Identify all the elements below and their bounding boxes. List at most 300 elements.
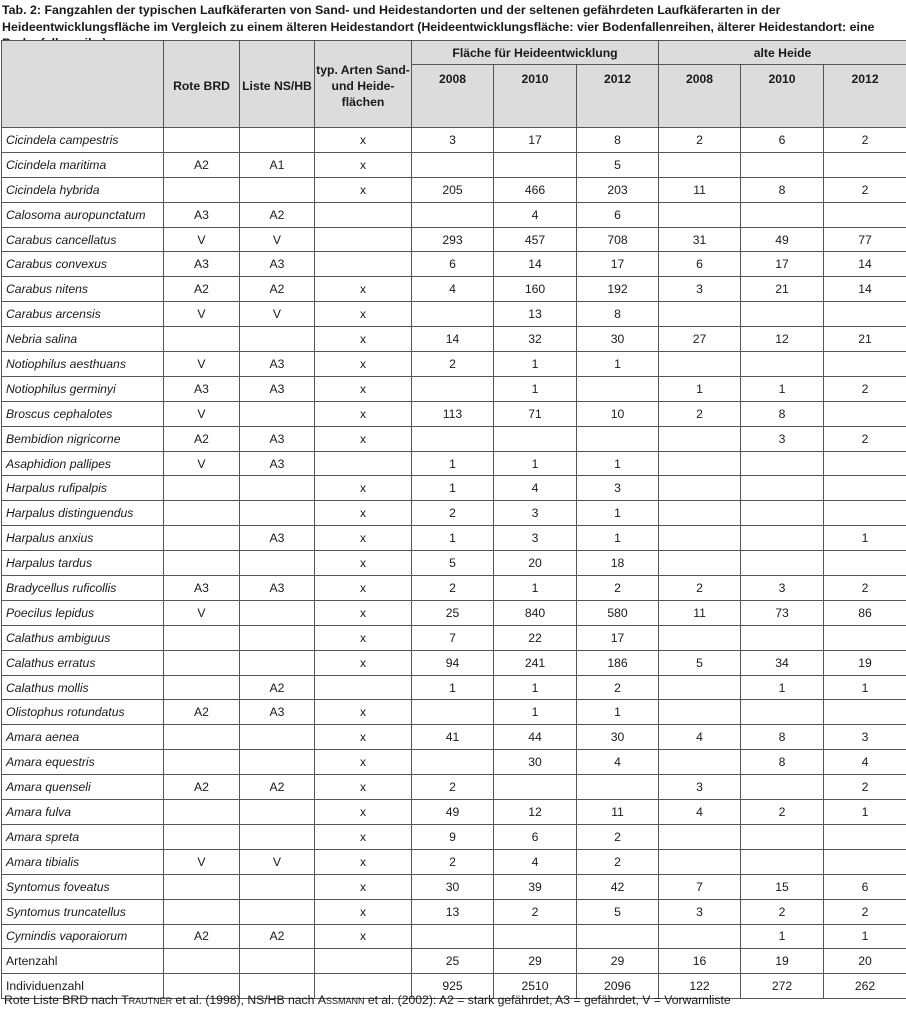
species-cell: Calathus erratus: [2, 650, 164, 675]
typ-arten-cell: x: [315, 551, 412, 576]
count-cell: 3: [494, 526, 577, 551]
count-cell: 1: [494, 352, 577, 377]
count-cell: [659, 152, 741, 177]
typ-arten-cell: x: [315, 501, 412, 526]
count-cell: 2: [412, 352, 494, 377]
count-cell: 34: [741, 650, 824, 675]
species-cell: Nebria salina: [2, 327, 164, 352]
rote-brd-cell: V: [164, 302, 240, 327]
typ-arten-cell: x: [315, 650, 412, 675]
species-cell: Asaphidion pallipes: [2, 451, 164, 476]
count-cell: 8: [741, 725, 824, 750]
count-cell: 708: [577, 227, 659, 252]
liste-nshb-cell: A3: [240, 526, 315, 551]
count-cell: 1: [412, 451, 494, 476]
species-cell: Olistophus rotundatus: [2, 700, 164, 725]
typ-arten-cell: x: [315, 824, 412, 849]
species-cell: Harpalus distinguendus: [2, 501, 164, 526]
table-row: [2, 327, 906, 352]
count-cell: [741, 700, 824, 725]
typ-arten-cell: x: [315, 600, 412, 625]
count-cell: 13: [412, 899, 494, 924]
liste-nshb-cell: A2: [240, 675, 315, 700]
count-cell: 10: [577, 401, 659, 426]
count-cell: [659, 750, 741, 775]
count-cell: 19: [824, 650, 906, 675]
liste-nshb-cell: [240, 824, 315, 849]
count-cell: 30: [577, 327, 659, 352]
table-row: [2, 700, 906, 725]
liste-nshb-cell: A3: [240, 576, 315, 601]
count-cell: 2: [741, 899, 824, 924]
header-flaeche-group: Fläche für Heideentwicklung: [412, 41, 659, 65]
count-cell: 7: [659, 874, 741, 899]
count-cell: 20: [494, 551, 577, 576]
count-cell: [494, 775, 577, 800]
liste-nshb-cell: A3: [240, 700, 315, 725]
count-cell: [824, 700, 906, 725]
species-cell: Cymindis vaporaiorum: [2, 924, 164, 949]
species-cell: Cicindela campestris: [2, 128, 164, 153]
liste-nshb-cell: [240, 874, 315, 899]
count-cell: 49: [412, 800, 494, 825]
count-cell: [659, 352, 741, 377]
typ-arten-cell: x: [315, 625, 412, 650]
liste-nshb-cell: [240, 501, 315, 526]
species-cell: Broscus cephalotes: [2, 401, 164, 426]
count-cell: [412, 750, 494, 775]
rote-brd-cell: [164, 625, 240, 650]
empty-cell: [164, 949, 240, 974]
count-cell: 2: [824, 376, 906, 401]
species-cell: Amara fulva: [2, 800, 164, 825]
table-row: [2, 725, 906, 750]
count-cell: 13: [494, 302, 577, 327]
rote-brd-cell: V: [164, 600, 240, 625]
count-cell: [412, 700, 494, 725]
count-cell: 840: [494, 600, 577, 625]
count-cell: 113: [412, 401, 494, 426]
count-cell: 1: [824, 924, 906, 949]
table-row: [2, 202, 906, 227]
count-cell: [741, 152, 824, 177]
typ-arten-cell: [315, 202, 412, 227]
typ-arten-cell: x: [315, 874, 412, 899]
count-cell: [412, 152, 494, 177]
count-cell: 2: [741, 800, 824, 825]
table-row: [2, 451, 906, 476]
typ-arten-cell: x: [315, 849, 412, 874]
rote-brd-cell: A2: [164, 924, 240, 949]
liste-nshb-cell: [240, 625, 315, 650]
liste-nshb-cell: V: [240, 227, 315, 252]
liste-nshb-cell: A3: [240, 376, 315, 401]
count-cell: 25: [412, 949, 494, 974]
typ-arten-cell: [315, 252, 412, 277]
count-cell: 1: [577, 352, 659, 377]
count-cell: 3: [824, 725, 906, 750]
summary-label-cell: Artenzahl: [2, 949, 164, 974]
count-cell: [741, 526, 824, 551]
count-cell: 6: [824, 874, 906, 899]
count-cell: 22: [494, 625, 577, 650]
rote-brd-cell: A2: [164, 775, 240, 800]
count-cell: [659, 202, 741, 227]
count-cell: [741, 501, 824, 526]
count-cell: 2096: [577, 974, 659, 999]
table-row: [2, 128, 906, 153]
count-cell: [824, 152, 906, 177]
count-cell: [659, 675, 741, 700]
typ-arten-cell: x: [315, 775, 412, 800]
table-row: [2, 600, 906, 625]
count-cell: [824, 824, 906, 849]
count-cell: 2: [659, 128, 741, 153]
count-cell: 1: [412, 526, 494, 551]
liste-nshb-cell: A2: [240, 924, 315, 949]
count-cell: 2: [412, 501, 494, 526]
count-cell: 18: [577, 551, 659, 576]
species-cell: Cicindela hybrida: [2, 177, 164, 202]
count-cell: 192: [577, 277, 659, 302]
rote-brd-cell: [164, 476, 240, 501]
count-cell: 16: [659, 949, 741, 974]
header-year: 2008: [412, 65, 494, 128]
count-cell: [412, 302, 494, 327]
count-cell: 1: [824, 675, 906, 700]
count-cell: 272: [741, 974, 824, 999]
count-cell: 1: [494, 376, 577, 401]
count-cell: [824, 302, 906, 327]
count-cell: [577, 924, 659, 949]
count-cell: 11: [577, 800, 659, 825]
count-cell: 8: [577, 128, 659, 153]
rote-brd-cell: A3: [164, 202, 240, 227]
count-cell: 41: [412, 725, 494, 750]
liste-nshb-cell: [240, 725, 315, 750]
count-cell: [741, 824, 824, 849]
typ-arten-cell: x: [315, 725, 412, 750]
empty-cell: [240, 949, 315, 974]
count-cell: 1: [494, 451, 577, 476]
count-cell: 7: [412, 625, 494, 650]
table-row: [2, 152, 906, 177]
table-row: [2, 252, 906, 277]
count-cell: [494, 426, 577, 451]
count-cell: 1: [577, 526, 659, 551]
liste-nshb-cell: A3: [240, 252, 315, 277]
count-cell: 8: [741, 750, 824, 775]
rote-brd-cell: [164, 824, 240, 849]
count-cell: 2: [824, 775, 906, 800]
count-cell: 42: [577, 874, 659, 899]
count-cell: [577, 775, 659, 800]
typ-arten-cell: [315, 675, 412, 700]
typ-arten-cell: [315, 227, 412, 252]
count-cell: [824, 625, 906, 650]
liste-nshb-cell: A3: [240, 451, 315, 476]
count-cell: [659, 302, 741, 327]
count-cell: [659, 526, 741, 551]
count-cell: 73: [741, 600, 824, 625]
table-row: [2, 302, 906, 327]
table-row: [2, 675, 906, 700]
species-cell: Amara spreta: [2, 824, 164, 849]
typ-arten-cell: x: [315, 177, 412, 202]
count-cell: 19: [741, 949, 824, 974]
rote-brd-cell: [164, 526, 240, 551]
header-year: 2008: [659, 65, 741, 128]
count-cell: 3: [659, 277, 741, 302]
count-cell: 1: [494, 700, 577, 725]
liste-nshb-cell: [240, 899, 315, 924]
header-year: 2010: [494, 65, 577, 128]
typ-arten-cell: x: [315, 800, 412, 825]
species-cell: Notiophilus germinyi: [2, 376, 164, 401]
count-cell: [494, 152, 577, 177]
count-cell: 203: [577, 177, 659, 202]
count-cell: 122: [659, 974, 741, 999]
typ-arten-cell: x: [315, 152, 412, 177]
species-cell: Calathus ambiguus: [2, 625, 164, 650]
liste-nshb-cell: V: [240, 849, 315, 874]
count-cell: 1: [741, 924, 824, 949]
count-cell: 5: [577, 899, 659, 924]
rote-brd-cell: [164, 551, 240, 576]
empty-cell: [315, 949, 412, 974]
count-cell: [824, 476, 906, 501]
header-year: 2010: [741, 65, 824, 128]
count-cell: 580: [577, 600, 659, 625]
header-species: [2, 41, 164, 128]
liste-nshb-cell: V: [240, 302, 315, 327]
count-cell: 262: [824, 974, 906, 999]
count-cell: 3: [412, 128, 494, 153]
table-row: [2, 476, 906, 501]
count-cell: 11: [659, 600, 741, 625]
footnote: [4, 993, 731, 1007]
typ-arten-cell: x: [315, 700, 412, 725]
count-cell: 1: [577, 700, 659, 725]
count-cell: 17: [741, 252, 824, 277]
count-cell: 14: [824, 252, 906, 277]
count-cell: 14: [824, 277, 906, 302]
count-cell: 1: [824, 800, 906, 825]
table-row: [2, 824, 906, 849]
rote-brd-cell: [164, 874, 240, 899]
liste-nshb-cell: A1: [240, 152, 315, 177]
rote-brd-cell: A3: [164, 576, 240, 601]
count-cell: 466: [494, 177, 577, 202]
count-cell: 4: [659, 725, 741, 750]
species-cell: Notiophilus aesthuans: [2, 352, 164, 377]
table-row: [2, 775, 906, 800]
header-year: 2012: [577, 65, 659, 128]
count-cell: 5: [577, 152, 659, 177]
count-cell: 11: [659, 177, 741, 202]
count-cell: 3: [659, 775, 741, 800]
count-cell: 4: [494, 476, 577, 501]
table-row: [2, 750, 906, 775]
count-cell: [659, 625, 741, 650]
table-row: [2, 352, 906, 377]
species-cell: Carabus nitens: [2, 277, 164, 302]
count-cell: 6: [577, 202, 659, 227]
count-cell: 32: [494, 327, 577, 352]
count-cell: 2: [412, 576, 494, 601]
table-caption: Tab. 2: Fangzahlen der typischen Laufkäferarten von Sand- und Heidestandorten und der seltenen gefährdeten Laufkäferarten in der Heideentwicklungsfläche im Vergleich zu einem älteren Heidestandort (Heideentwicklungsfläche: vier Bodenfallenreihen, älterer Heidestandort: eine: [2, 3, 875, 34]
count-cell: 4: [494, 202, 577, 227]
table-row: [2, 650, 906, 675]
rote-brd-cell: [164, 177, 240, 202]
count-cell: 6: [412, 252, 494, 277]
count-cell: 3: [494, 501, 577, 526]
count-cell: 6: [494, 824, 577, 849]
typ-arten-cell: x: [315, 376, 412, 401]
rote-brd-cell: A3: [164, 376, 240, 401]
count-cell: [659, 426, 741, 451]
typ-arten-cell: x: [315, 750, 412, 775]
species-cell: Harpalus rufipalpis: [2, 476, 164, 501]
rote-brd-cell: A2: [164, 152, 240, 177]
count-cell: 3: [741, 576, 824, 601]
count-cell: [824, 352, 906, 377]
species-cell: Harpalus anxius: [2, 526, 164, 551]
count-cell: 1: [577, 501, 659, 526]
count-cell: 1: [577, 451, 659, 476]
species-cell: Poecilus lepidus: [2, 600, 164, 625]
rote-brd-cell: V: [164, 451, 240, 476]
count-cell: 77: [824, 227, 906, 252]
count-cell: 29: [494, 949, 577, 974]
table-row: [2, 277, 906, 302]
count-cell: 4: [494, 849, 577, 874]
liste-nshb-cell: [240, 177, 315, 202]
count-cell: 71: [494, 401, 577, 426]
count-cell: 457: [494, 227, 577, 252]
footnote-text: et al. (1998), NS/HB nach: [172, 993, 318, 1007]
species-cell: Calathus mollis: [2, 675, 164, 700]
count-cell: 8: [741, 177, 824, 202]
count-cell: [412, 376, 494, 401]
typ-arten-cell: x: [315, 476, 412, 501]
count-cell: 3: [577, 476, 659, 501]
count-cell: [577, 426, 659, 451]
count-cell: 14: [494, 252, 577, 277]
count-cell: 9: [412, 824, 494, 849]
rote-brd-cell: [164, 327, 240, 352]
typ-arten-cell: x: [315, 924, 412, 949]
count-cell: 30: [577, 725, 659, 750]
footnote-author: Trautner: [121, 993, 173, 1007]
count-cell: 2: [824, 128, 906, 153]
species-cell: Amara tibialis: [2, 849, 164, 874]
typ-arten-cell: x: [315, 526, 412, 551]
rote-brd-cell: A2: [164, 700, 240, 725]
count-cell: [741, 202, 824, 227]
count-cell: 2: [412, 775, 494, 800]
rote-brd-cell: [164, 675, 240, 700]
count-cell: [412, 924, 494, 949]
count-cell: [741, 775, 824, 800]
count-cell: [741, 352, 824, 377]
typ-arten-cell: x: [315, 128, 412, 153]
count-cell: 30: [412, 874, 494, 899]
count-cell: [824, 849, 906, 874]
count-cell: [741, 625, 824, 650]
data-table: [1, 40, 906, 999]
rote-brd-cell: [164, 725, 240, 750]
count-cell: 2: [577, 576, 659, 601]
rote-brd-cell: A3: [164, 252, 240, 277]
table-row: [2, 899, 906, 924]
rote-brd-cell: [164, 899, 240, 924]
count-cell: [659, 476, 741, 501]
count-cell: 160: [494, 277, 577, 302]
liste-nshb-cell: [240, 650, 315, 675]
species-cell: Calosoma auropunctatum: [2, 202, 164, 227]
count-cell: [659, 501, 741, 526]
count-cell: [741, 849, 824, 874]
table-row: [2, 177, 906, 202]
liste-nshb-cell: [240, 551, 315, 576]
count-cell: 1: [741, 675, 824, 700]
count-cell: 1: [412, 675, 494, 700]
liste-nshb-cell: [240, 128, 315, 153]
count-cell: [659, 924, 741, 949]
table-row: [2, 501, 906, 526]
table-row: [2, 800, 906, 825]
count-cell: [659, 824, 741, 849]
header-liste-nshb: Liste NS/HB: [240, 41, 315, 128]
footnote-text: et al. (2002): A2 = stark gefährdet, A3 = gefährdet, V = Vorwarnliste: [364, 993, 731, 1007]
species-cell: Cicindela maritima: [2, 152, 164, 177]
count-cell: 4: [659, 800, 741, 825]
count-cell: 25: [412, 600, 494, 625]
table-body: [2, 128, 906, 999]
count-cell: 15: [741, 874, 824, 899]
rote-brd-cell: [164, 750, 240, 775]
count-cell: 94: [412, 650, 494, 675]
count-cell: [824, 451, 906, 476]
count-cell: 2: [824, 576, 906, 601]
count-cell: 27: [659, 327, 741, 352]
count-cell: 293: [412, 227, 494, 252]
table-row: [2, 625, 906, 650]
table-row: [2, 576, 906, 601]
count-cell: 14: [412, 327, 494, 352]
species-cell: Bembidion nigricorne: [2, 426, 164, 451]
typ-arten-cell: x: [315, 899, 412, 924]
table-row: [2, 401, 906, 426]
count-cell: 44: [494, 725, 577, 750]
count-cell: 186: [577, 650, 659, 675]
typ-arten-cell: x: [315, 327, 412, 352]
count-cell: 21: [741, 277, 824, 302]
rote-brd-cell: V: [164, 352, 240, 377]
liste-nshb-cell: [240, 750, 315, 775]
count-cell: 30: [494, 750, 577, 775]
count-cell: 12: [494, 800, 577, 825]
count-cell: 8: [577, 302, 659, 327]
species-cell: Carabus cancellatus: [2, 227, 164, 252]
count-cell: [741, 451, 824, 476]
header-year: 2012: [824, 65, 906, 128]
liste-nshb-cell: [240, 800, 315, 825]
header-rote-brd: Rote BRD: [164, 41, 240, 128]
count-cell: 17: [577, 252, 659, 277]
count-cell: [412, 426, 494, 451]
